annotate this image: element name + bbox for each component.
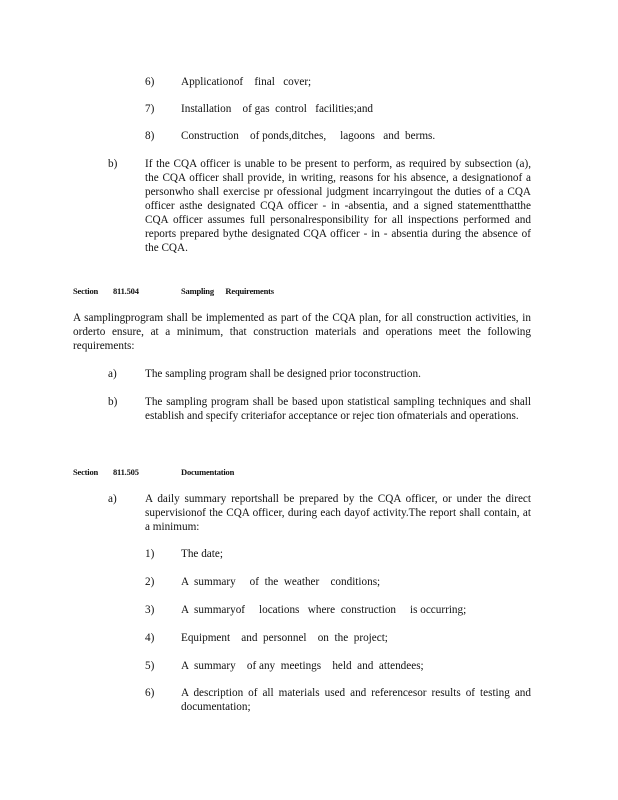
list-item-text: The date; (181, 548, 223, 560)
list-item-text: A summary of any meetings held and attendees; (181, 660, 424, 672)
list-item-number: 2) (145, 576, 155, 588)
paragraph-text: A daily summary reportshall be prepared by the CQA officer, or under the direct supervisionof the CQA officer, during each dayof activity.The report shall contain, at a minimum: (145, 493, 531, 533)
list-item-text: A description of all materials used and referencesor results of testing and documentation; (181, 687, 531, 713)
list-item-number: 6) (145, 687, 155, 699)
paragraph-text: If the CQA officer is unable to be present to perform, as required by subsection (a), the CQA officer shall provide, in writing, reasons for his absence, a designationof a personwho shall exercise pr ofessional judgment incarryingout the duties of a CQA officer asthe designated CQA officer - in -absentia, and a signed statementthatthe CQA officer assumes full personalresponsibility for all inspections performed and reports prepared bythe designated CQA officer - in - absentia during the absence of the CQA. (145, 158, 531, 254)
list-item-text: A summaryof locations where construction is occurring; (181, 604, 467, 616)
list-item-text: A summary of the weather conditions; (181, 576, 381, 588)
list-item-number: a) (108, 368, 117, 380)
list-item-text: Equipment and personnel on the project; (181, 632, 388, 644)
section-label: Section (73, 286, 99, 296)
list-item-number: 8) (145, 130, 155, 142)
section-label: Section (73, 467, 99, 477)
paragraph-number: a) (108, 493, 117, 505)
list-item-number: 7) (145, 103, 155, 115)
section-number: 811.505 (113, 467, 139, 477)
list-item-text: The sampling program shall be based upon statistical sampling techniques and shall establish and specify criteriafor acceptance or rejec tion ofmaterials and operations. (145, 396, 531, 422)
list-item-number: 3) (145, 604, 155, 616)
section-intro: A samplingprogram shall be implemented as part of the CQA plan, for all construction activities, in orderto ensure, at a minimum, that construction materials and operations meet the following requirements: (73, 312, 531, 352)
list-item-number: 5) (145, 660, 155, 672)
list-item-text: Applicationof final cover; (181, 76, 312, 88)
list-item-number: 6) (145, 76, 155, 88)
list-item-text: Installation of gas control facilities;and (181, 103, 374, 115)
list-item-text: The sampling program shall be designed prior toconstruction. (145, 368, 421, 380)
section-title: Sampling Requirements (181, 286, 274, 296)
list-item-number: 1) (145, 548, 155, 560)
list-item-number: 4) (145, 632, 155, 644)
section-title: Documentation (181, 467, 235, 477)
list-item-text: Construction of ponds,ditches, lagoons and berms. (181, 130, 436, 142)
list-item-number: b) (108, 396, 118, 408)
section-number: 811.504 (113, 286, 139, 296)
paragraph-number: b) (108, 158, 118, 170)
